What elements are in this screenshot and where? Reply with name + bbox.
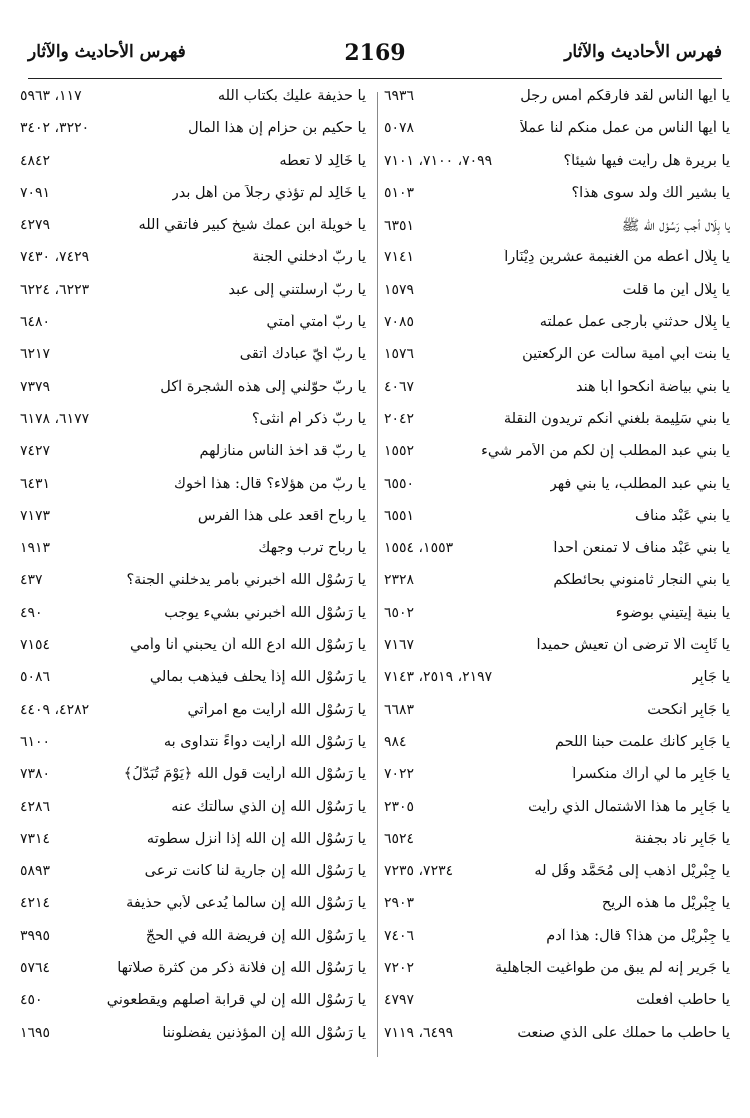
entry-refs: ١٥٧٦ (384, 346, 415, 363)
index-entry (20, 992, 366, 1024)
entry-text: يا رَسُوْل الله إذاً يحلف فيذهب بمالي (149, 669, 366, 686)
entry-text: يا بنت أبي أمية سألت عن الركعتين (522, 346, 730, 363)
entry-text: يا بني عبد المطلب إن لكم من الأمر شيء (481, 443, 730, 460)
entry-text: يا رَسُوْل الله أرأيت مع امرأتي (187, 701, 366, 718)
index-entry (384, 992, 730, 1024)
entry-refs: ٧١٥٤ (20, 637, 51, 654)
entry-refs: ٦٣٥١ (384, 218, 415, 235)
index-entry (384, 637, 730, 669)
entry-refs: ٦٦٨٣ (384, 701, 415, 718)
entry-refs: ٤٠٦٧ (384, 378, 415, 395)
entry-text: يا بِلَال أين ما قلت (622, 281, 730, 298)
index-entry (20, 314, 366, 346)
index-entry (20, 120, 366, 152)
index-columns (20, 88, 730, 1088)
entry-refs: ٦٩٣٦ (384, 88, 415, 104)
index-entry (20, 1025, 366, 1057)
index-entry (20, 895, 366, 927)
entry-refs: ٦٢١٧ (20, 346, 51, 363)
entry-text: يا رَسُوْل الله إن المؤذنين يفضلوننا (162, 1024, 366, 1041)
entry-refs: ٤٧٩٧ (384, 992, 415, 1009)
left-column (20, 88, 366, 1057)
entry-refs: ٥٠٧٨ (384, 120, 415, 137)
entry-text: يا حكيم بن حزام إن هذا المال (188, 120, 366, 137)
index-entry (384, 346, 730, 378)
entry-refs: ٦٥٢٤ (384, 830, 415, 847)
index-entry (384, 88, 730, 120)
entry-refs: ٧٣٨٠ (20, 766, 51, 783)
entry-text: يا رَسُوْل الله إن فلانة ذكر من كثرة صلاتها (117, 960, 366, 977)
index-entry (20, 476, 366, 508)
index-entry (384, 379, 730, 411)
entry-text: يا بشير ألك ولد سوى هذا؟ (571, 184, 730, 201)
entry-text: يا بِلَال أجب رَسُوْل الله ﷺ (621, 218, 730, 235)
index-entry (20, 443, 366, 475)
entry-text: يا جَابِر ما لي أراك منكسراً (572, 766, 730, 783)
index-entry (384, 314, 730, 346)
entry-text: يا ربّ قد أخذ الناس منازلهم (199, 443, 366, 460)
entry-refs: ١٥٥٢ (384, 443, 415, 460)
entry-text: يا بنية إيتيني بوضوء (615, 604, 730, 621)
entry-refs: ٧٣٧٩ (20, 378, 51, 395)
entry-refs: ٦٤٣١ (20, 475, 51, 492)
entry-refs: ١٥٥٣، ١٥٥٤ (384, 540, 454, 557)
index-entry (384, 217, 730, 249)
entry-text: يا خويلة ابن عمك شيخ كبير فاتقي الله (138, 217, 366, 234)
running-title-right: فهرس الأحاديث والآثار (564, 42, 722, 62)
entry-refs: ٤٢٧٩ (20, 217, 51, 234)
index-entry (384, 960, 730, 992)
entry-refs: ٤٨٤٢ (20, 152, 51, 169)
index-entry (384, 734, 730, 766)
entry-refs: ٦٥٥١ (384, 507, 415, 524)
index-entry (384, 702, 730, 734)
entry-text: يا بني عَبْد مناف لا تمنعن أحداً (553, 540, 730, 557)
index-entry (384, 120, 730, 152)
entry-refs: ٧١٤١ (384, 249, 415, 266)
entry-text: يا رَسُوْل الله أخبرني بأمر يدخلني الجنة؟ (126, 572, 366, 589)
index-entry (20, 282, 366, 314)
entry-refs: ١٩١٣ (20, 540, 51, 557)
entry-text: يا ربّ أرسلتني إلى عبد (228, 281, 366, 298)
index-entry (20, 508, 366, 540)
column-divider (377, 92, 378, 1057)
index-entry (384, 508, 730, 540)
entry-text: يا أيها الناس لقد فارقكم أمس رجل (520, 88, 730, 104)
entry-refs: ٧٢٣٤، ٧٢٣٥ (384, 863, 454, 880)
entry-text: يا حاطب ما حملك على الذي صنعت (517, 1024, 730, 1041)
entry-refs: ٧١٦٧ (384, 637, 415, 654)
entry-text: يا ربّ ذكر أم أنثى؟ (251, 410, 366, 427)
entry-text: يا بني سَلِيمة بلغني أنكم تريدون النقلة (503, 410, 730, 427)
entry-text: يا رَسُوْل الله إن الله إذا أنزل سطوته (146, 830, 366, 847)
entry-text: يا بني عَبْد مناف (634, 507, 730, 524)
entry-text: يا جَابِر ما هذا الاشتمال الذي رأيت (528, 798, 730, 815)
index-entry (384, 895, 730, 927)
entry-refs: ٤٣٧ (20, 572, 43, 589)
index-entry (20, 411, 366, 443)
entry-text: يا ربّ من هؤلاء؟ قال: هذا أخوك (174, 475, 366, 492)
entry-refs: ٧٤٠٦ (384, 927, 415, 944)
entry-text: يا جَابِر أنكحت (647, 701, 730, 718)
index-entry (20, 572, 366, 604)
entry-refs: ٥٠٨٦ (20, 669, 51, 686)
index-entry (384, 831, 730, 863)
index-entry (20, 928, 366, 960)
entry-text: يا جِبْرِيْل ما هذه الريح (601, 895, 730, 912)
entry-refs: ٤٢١٤ (20, 895, 51, 912)
entry-refs: ٦٥٠٢ (384, 604, 415, 621)
entry-text: يا خَالِد لم تؤذي رجلاً من أهل بدر (171, 184, 366, 201)
index-entry (384, 766, 730, 798)
entry-refs: ١٦٩٥ (20, 1024, 51, 1041)
entry-text: يا جَابِر ناد بجفنة (634, 830, 730, 847)
index-entry (20, 185, 366, 217)
entry-text: يا ربّ حوّلني إلى هذه الشجرة آكل (160, 378, 366, 395)
index-entry (20, 831, 366, 863)
index-entry (20, 766, 366, 798)
index-entry (20, 669, 366, 701)
entry-text: يا أيها الناس من عمل منكم لنا عملاً (519, 120, 730, 137)
entry-refs: ٦٢٢٣، ٦٢٢٤ (20, 281, 90, 298)
entry-refs: ١٥٧٩ (384, 281, 415, 298)
index-entry (384, 572, 730, 604)
entry-refs: ٤٢٨٢، ٤٤٠٩ (20, 701, 90, 718)
index-entry (384, 153, 730, 185)
index-entry (384, 443, 730, 475)
entry-refs: ٧٢٠٢ (384, 960, 415, 977)
entry-refs: ٦١٧٧، ٦١٧٨ (20, 410, 90, 427)
entry-text: يا رَسُوْل الله إن جارية لنا كانت ترعى (144, 863, 366, 880)
entry-refs: ١١٧، ٥٩٦٣ (20, 88, 82, 104)
index-entry (384, 540, 730, 572)
entry-refs: ٢٣٢٨ (384, 572, 415, 589)
entry-refs: ٩٨٤ (384, 733, 407, 750)
index-entry (384, 411, 730, 443)
index-entry (20, 346, 366, 378)
entry-refs: ٣٢٢٠، ٣٤٠٢ (20, 120, 90, 137)
entry-text: يا حاطب أفعلت (636, 992, 730, 1009)
entry-refs: ٢٣٠٥ (384, 798, 415, 815)
entry-text: يا رَسُوْل الله أخبرني بشيء يوجب (164, 604, 366, 621)
entry-text: يا ربّ أيّ عبادك أتقى (239, 346, 366, 363)
entry-text: يا رَسُوْل الله أرأيت دواءً نتداوى به (163, 733, 366, 750)
entry-text: يا رَسُوْل الله أرأيت قول الله ﴿يَوْمَ تُبَدَّلُ﴾ (123, 766, 366, 783)
right-column (384, 88, 730, 1057)
entry-refs: ٢٩٠٣ (384, 895, 415, 912)
entry-text: يا ثَابِت ألا ترضى أن تعيش حميداً (536, 637, 730, 654)
entry-text: يا رباح ترب وجهك (258, 540, 366, 557)
entry-refs: ٧٤٢٧ (20, 443, 51, 460)
index-entry (20, 637, 366, 669)
page-header (28, 38, 722, 79)
index-entry (384, 476, 730, 508)
entry-text: يا جِبْرِيْل من هذا؟ قال: هذا آدم (546, 927, 730, 944)
entry-refs: ٤٩٠ (20, 604, 43, 621)
entry-refs: ٦٥٥٠ (384, 475, 415, 492)
entry-text: يا رَسُوْل الله إن فريضة الله في الحجّ (145, 927, 366, 944)
index-entry (20, 153, 366, 185)
entry-text: يا بني بياضة أنكحوا أبا هند (576, 378, 730, 395)
entry-text: يا رَسُوْل الله إن سالماً يُدعى لأبي حذيفة (126, 895, 366, 912)
entry-text: يا جَابِر (691, 669, 730, 686)
index-entry (384, 282, 730, 314)
entry-refs: ٦٤٨٠ (20, 314, 51, 331)
index-entry (384, 249, 730, 281)
running-title-left: فهرس الأحاديث والآثار (28, 42, 186, 62)
entry-refs: ٧٠٩٩، ٧١٠٠، ٧١٠١ (384, 152, 493, 169)
index-entry (20, 605, 366, 637)
entry-text: يا بِلَال حدثني بأرجى عمل عملته (539, 314, 730, 331)
entry-refs: ٢٠٤٢ (384, 410, 415, 427)
entry-text: يا رَسُوْل الله ادع الله أن يحبني أنا وأمي (130, 637, 366, 654)
entry-text: يا جَرِير إنه لم يبق من طواغيت الجاهلية (494, 960, 730, 977)
index-entry (20, 799, 366, 831)
entry-text: يا رَسُوْل الله إن لي قرابة أصلهم ويقطعوني (106, 992, 366, 1009)
index-entry (20, 379, 366, 411)
entry-refs: ٧٠٢٢ (384, 766, 415, 783)
index-entry (384, 185, 730, 217)
entry-text: يا بني النجار ثامنوني بحائطكم (553, 572, 730, 589)
entry-refs: ٤٢٨٦ (20, 798, 51, 815)
index-entry (384, 799, 730, 831)
index-entry (384, 1025, 730, 1057)
entry-text: يا جِبْرِيْل اذهب إلى مُحَمَّد وقُل له (534, 863, 730, 880)
entry-text: يا جَابِر كأنك علمت حبنا اللحم (555, 733, 730, 750)
entry-text: يا بريرة هل رأيت فيها شيئاً؟ (563, 152, 730, 169)
index-entry (20, 734, 366, 766)
entry-text: يا حذيفة عليك بكتاب الله (217, 88, 366, 104)
entry-text: يا ربّ أمتي أمتي (266, 314, 366, 331)
entry-refs: ٧٠٩١ (20, 184, 51, 201)
entry-refs: ٥٨٩٣ (20, 863, 51, 880)
index-entry (20, 702, 366, 734)
entry-refs: ٧١٧٣ (20, 507, 51, 524)
index-entry (20, 88, 366, 120)
entry-refs: ٧٤٢٩، ٧٤٣٠ (20, 249, 90, 266)
entry-text: يا بني عبد المطلب، يا بني فهر (549, 475, 730, 492)
entry-text: يا رَسُوْل الله إن الذي سألتك عنه (171, 798, 366, 815)
index-entry (20, 960, 366, 992)
entry-refs: ٧٣١٤ (20, 830, 51, 847)
index-entry (384, 928, 730, 960)
entry-refs: ٦١٠٠ (20, 733, 51, 750)
entry-refs: ٥٧٦٤ (20, 960, 51, 977)
index-entry (384, 605, 730, 637)
entry-refs: ٤٥٠ (20, 992, 43, 1009)
page-number: 2169 (344, 40, 406, 66)
index-entry (20, 863, 366, 895)
entry-refs: ٥١٠٣ (384, 184, 415, 201)
entry-text: يا رباح اقعد على هذا الفرس (197, 507, 366, 524)
index-entry (384, 863, 730, 895)
entry-text: يا خَالِد لا تعطه (279, 152, 366, 169)
entry-refs: ٦٤٩٩، ٧١١٩ (384, 1024, 454, 1041)
index-entry (20, 249, 366, 281)
index-entry (20, 540, 366, 572)
entry-refs: ٢١٩٧، ٢٥١٩، ٧١٤٣ (384, 669, 493, 686)
entry-text: يا بِلَال أعطه من الغنيمة عشرين دِيْنَاراً (504, 249, 730, 266)
index-entry (384, 669, 730, 701)
entry-text: يا ربّ أدخلني الجنة (252, 249, 366, 266)
entry-refs: ٣٩٩٥ (20, 927, 51, 944)
entry-refs: ٧٠٨٥ (384, 314, 415, 331)
index-entry (20, 217, 366, 249)
